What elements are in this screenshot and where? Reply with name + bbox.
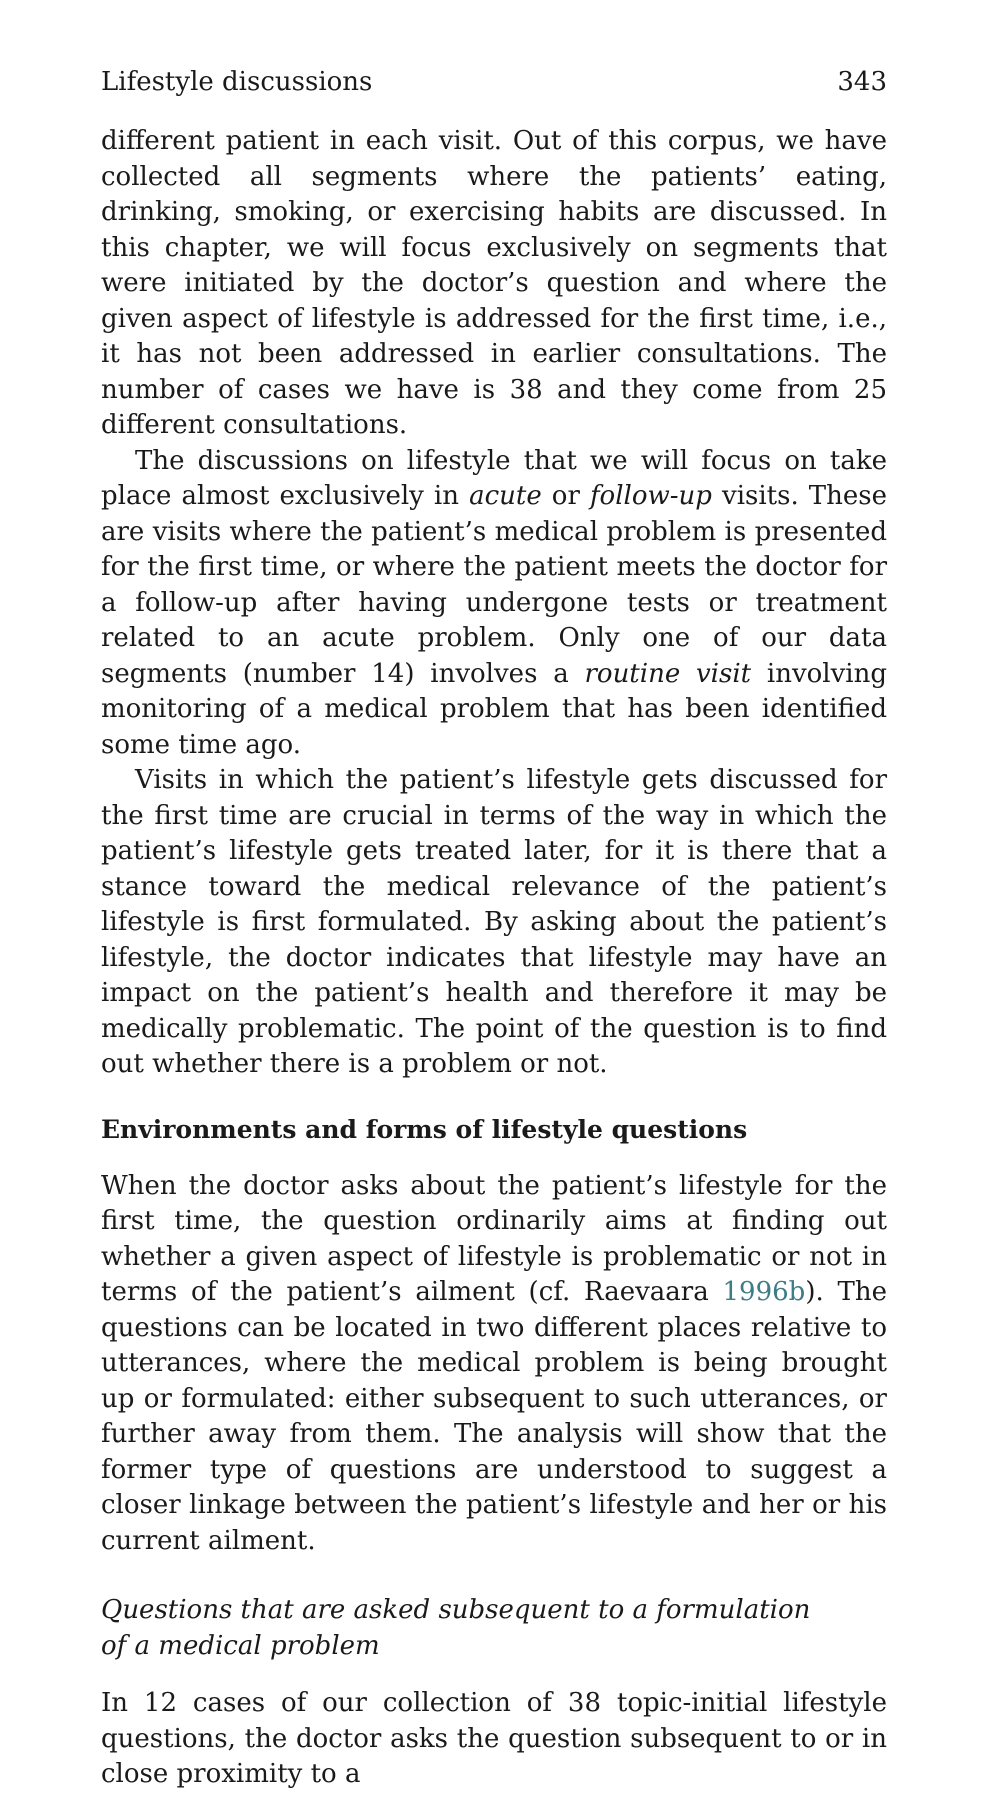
paragraph-4-text-b: ). The questions can be located in two different places relative to utterances, where the medical problem is being brought up or formulated: either subsequent to such utterances, or further away from them. The analysis will show that the former type of questions are understood to suggest a closer linkage between the patient’s lifestyle and her or his current ailment.	[101, 1277, 887, 1556]
paragraph-2-text-g: involving monitoring of a medical problem that has been identified some time ago.	[101, 658, 888, 760]
paragraph-4-text-a: When the doctor asks about the patient’s lifestyle for the first time, the question ordinarily aims at finding out whether a given aspect of lifestyle is problematic or not in terms of the patient’s ailment (cf. Raevaara	[101, 1170, 887, 1307]
term-routine-visit: routine visit	[584, 658, 752, 689]
body-text	[101, 124, 887, 1793]
subsection-heading	[101, 1593, 887, 1664]
paragraph-2-text-e: visits. These are visits where the patient’s medical problem is presented for the first time, or where the patient meets the doctor for a follow-up after having undergone tests or treatment related to an acute problem. Only one of our data segments (number 14) involves a	[101, 481, 887, 689]
section-heading: Environments and forms of lifestyle questions	[101, 1114, 748, 1144]
subsection-heading-line-1: Questions that are asked subsequent to a formulation	[101, 1595, 811, 1625]
subsection-heading-line-2: of a medical problem	[101, 1630, 380, 1661]
paragraph-4	[101, 1169, 887, 1560]
running-head-title: Lifestyle discussions	[101, 67, 373, 97]
paragraph-2-text-c: or	[541, 481, 590, 511]
paragraph-3: Visits in which the patient’s lifestyle gets discussed for the first time are crucial in terms of the way in which the patient’s lifestyle gets treated later, for it is there that a stance toward the medical relevance of the patient’s lifestyle is first formulated. By asking about the patient’s lifestyle, the doctor indicates that lifestyle may have an impact on the patient’s health and therefore it may be medically problematic. The point of the question is to find out whether there is a problem or not.	[101, 765, 887, 1079]
term-acute: acute	[469, 481, 542, 511]
paragraph-2-text-a: The discussions on lifestyle that we will focus on take place almost exclusively in	[101, 445, 887, 511]
term-follow-up: follow-up	[589, 481, 712, 511]
running-head	[101, 64, 887, 100]
page-number: 343	[837, 67, 887, 97]
paragraph-2	[101, 444, 887, 764]
citation-link[interactable]: 1996b	[722, 1277, 806, 1307]
paragraph-5: In 12 cases of our collection of 38 topic-initial lifestyle questions, the doctor asks the question subsequent to or in close proximity to a	[101, 1688, 887, 1789]
paragraph-1: different patient in each visit. Out of this corpus, we have collected all segments where the patients’ eating, drinking, smoking, or exercising habits are discussed. In this chapter, we will focus exclusively on segments that were initiated by the doctor’s question and where the given aspect of lifestyle is addressed for the first time, i.e., it has not been addressed in earlier consultations. The number of cases we have is 38 and they come from 25 different consultations.	[101, 126, 887, 440]
